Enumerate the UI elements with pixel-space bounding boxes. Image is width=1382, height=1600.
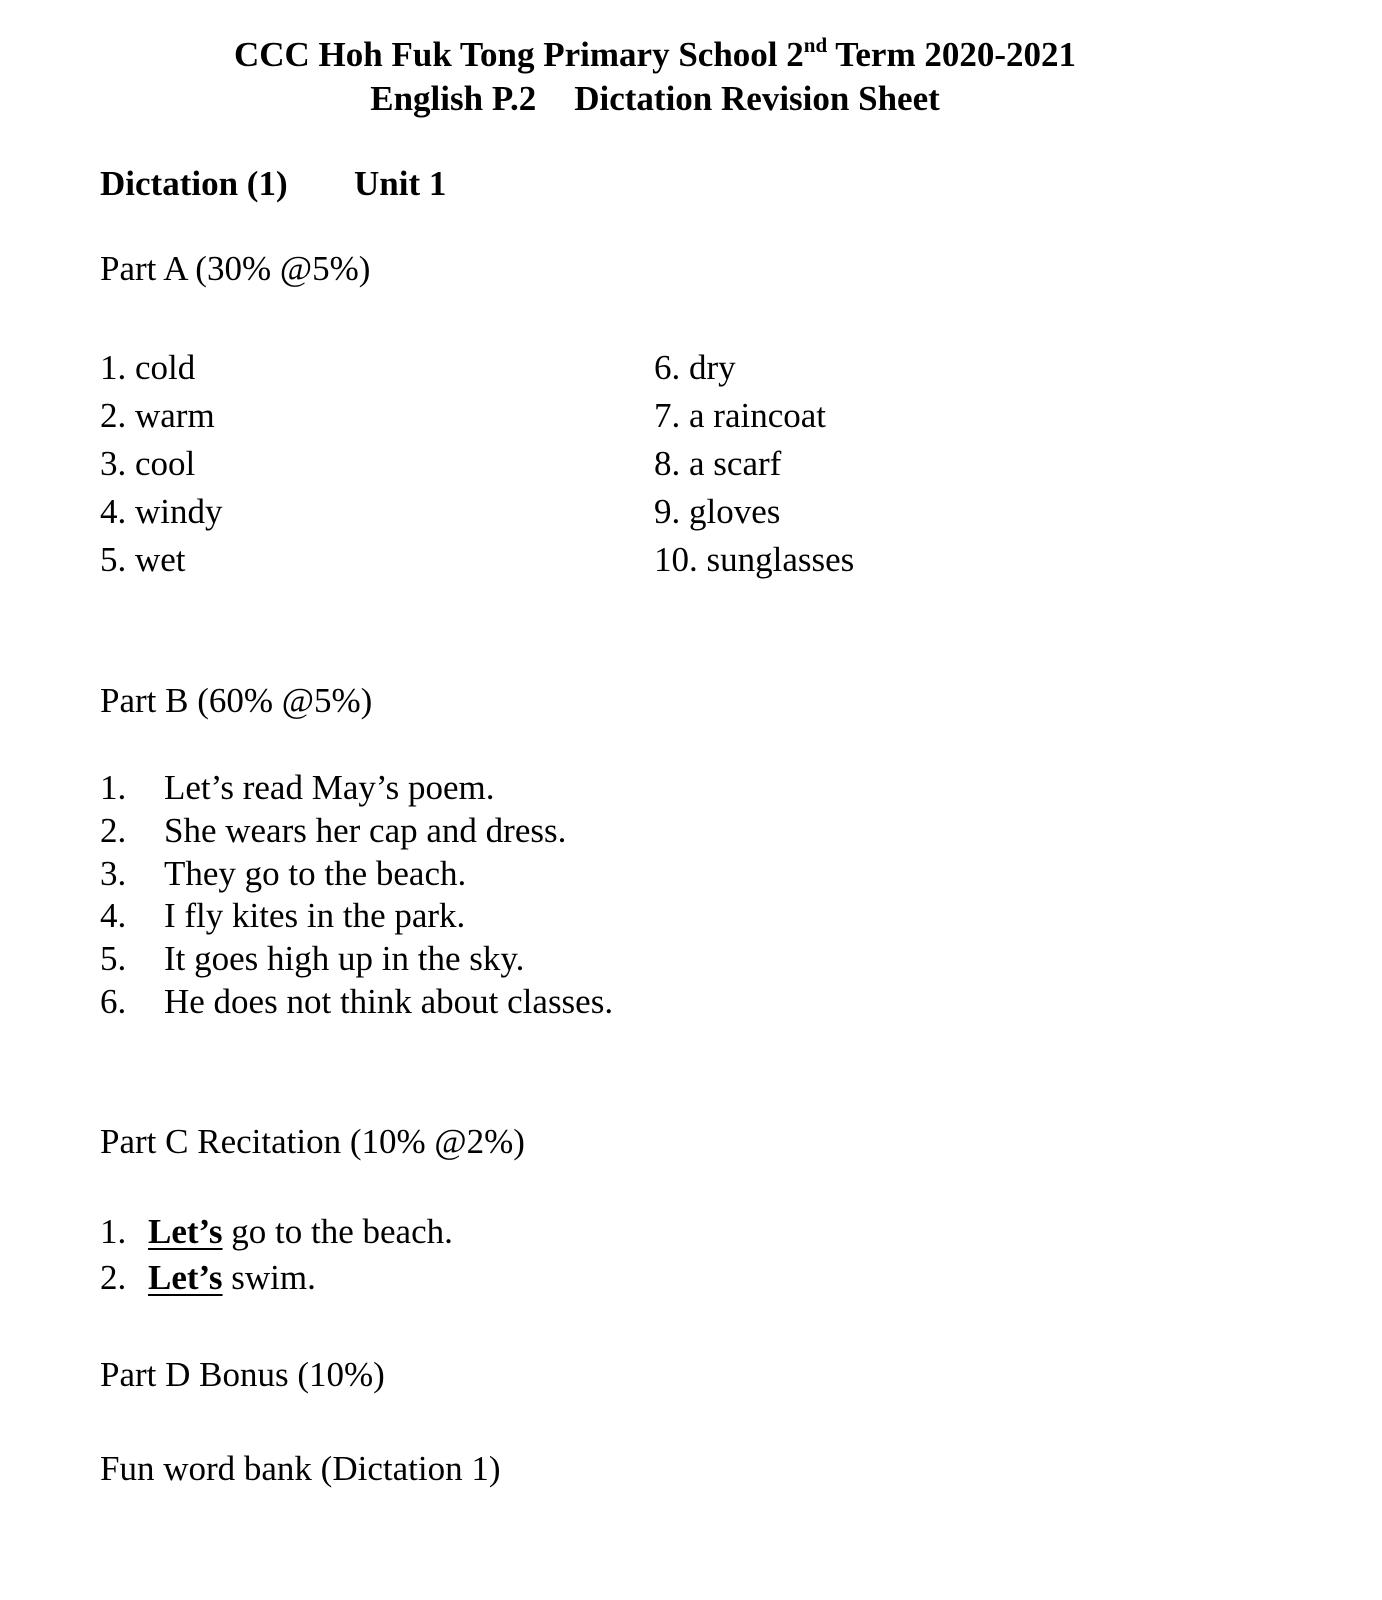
subtitle-sheet-name: Dictation Revision Sheet <box>574 79 940 118</box>
list-item <box>100 1258 453 1304</box>
key-word: Let’s <box>148 1212 223 1251</box>
item-text: I fly kites in the park. <box>164 896 466 936</box>
item-number: 1. <box>100 768 127 807</box>
document-title <box>0 35 1310 75</box>
part-b-label: Part B (60% @5%) <box>100 681 373 720</box>
list-item: 8. a scarf <box>654 444 782 483</box>
item-number: 2. <box>100 1258 127 1297</box>
list-item <box>100 1212 453 1258</box>
item-number: 4. <box>100 896 127 936</box>
item-number: 3. <box>100 853 127 893</box>
part-a-label: Part A (30% @5%) <box>100 249 371 288</box>
list-item: 1. cold <box>100 348 196 387</box>
list-item: 4. windy <box>100 492 223 531</box>
item-text: It goes high up in the sky. <box>164 939 525 979</box>
list-item: 10. sunglasses <box>654 540 855 579</box>
list-item: 7. a raincoat <box>654 396 826 435</box>
key-word: Let’s <box>148 1258 223 1297</box>
item-text: swim. <box>222 1258 316 1297</box>
item-number: 6. <box>100 981 127 1021</box>
item-text: They go to the beach. <box>164 853 467 893</box>
item-text: Let’s read May’s poem. <box>164 768 495 807</box>
list-item <box>100 939 613 982</box>
item-text: He does not think about classes. <box>164 981 614 1021</box>
title-superscript: nd <box>803 33 828 57</box>
part-a-right-list <box>654 348 854 588</box>
list-item: 9. gloves <box>654 492 781 531</box>
part-d-label: Part D Bonus (10%) <box>100 1355 385 1394</box>
item-number: 1. <box>100 1212 127 1251</box>
subtitle-subject: English P.2 <box>370 79 537 118</box>
list-item: 6. dry <box>654 348 736 387</box>
list-item: 2. warm <box>100 396 215 435</box>
part-a-left-list <box>100 348 223 588</box>
list-item <box>100 982 613 1025</box>
list-item <box>100 854 613 897</box>
document-subtitle <box>0 79 1310 119</box>
list-item <box>100 896 613 939</box>
part-b-sentence-list <box>100 768 613 1025</box>
list-item: 5. wet <box>100 540 186 579</box>
part-c-recitation-list <box>100 1212 453 1304</box>
list-item <box>100 811 613 854</box>
unit-heading: Unit 1 <box>354 164 447 203</box>
item-number: 2. <box>100 810 127 850</box>
fun-word-bank-label: Fun word bank (Dictation 1) <box>100 1449 501 1488</box>
part-c-label: Part C Recitation (10% @2%) <box>100 1122 525 1161</box>
item-number: 5. <box>100 939 127 979</box>
item-text: She wears her cap and dress. <box>164 810 567 850</box>
title-text-end: Term 2020-2021 <box>827 35 1077 74</box>
list-item <box>100 768 613 811</box>
dictation-heading: Dictation (1) <box>100 164 288 203</box>
item-text: go to the beach. <box>222 1212 453 1251</box>
title-text-start: CCC Hoh Fuk Tong Primary School 2 <box>233 35 804 74</box>
list-item: 3. cool <box>100 444 196 483</box>
